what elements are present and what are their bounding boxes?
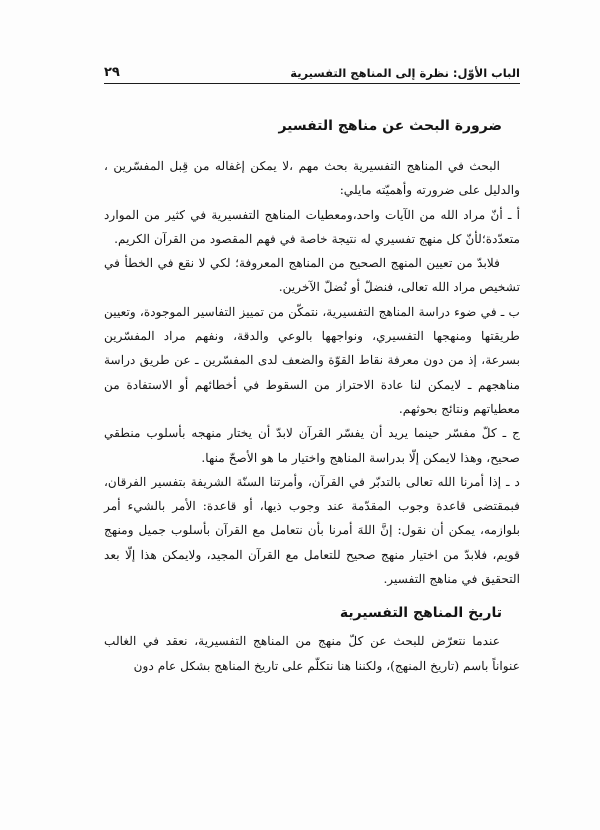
point-c-paragraph: ج ـ كلّ مفسّر حينما يريد أن يفسّر القرآن لابدّ أن يختار منهجه بأسلوب منطقي صحيح، وهذا لايمكن إلّا بدراسة المناهج واختيار ما هو الأصحّ منها. (104, 426, 520, 465)
section-heading-history: تاريخ المناهج التفسيرية (339, 605, 502, 622)
body-text (104, 110, 520, 678)
running-header (104, 58, 520, 84)
point-a-paragraph: أ ـ أنّ مراد الله من الآيات واحد،ومعطيات المناهج التفسيرية في كثير من الموارد متعدّدة؛لأنّ كل منهج تفسيري له نتيجة خاصة في فهم المقصود من القرآن الكريم. (104, 207, 520, 246)
point-b-paragraph: ب ـ في ضوء دراسة المناهج التفسيرية، نتمكّن من تمييز التفاسير الموجودة، وتعيين طريقتها ومنهجها التفسيري، ونواجهها بالوعي والدقة، ونفهم مراد المفسّرين بسرعة، إذ من دون معرفة نقاط القوّة والضعف لدى المفسّرين ـ عن طريق دراسة مناهجهم ـ لايمكن لنا عادة الاحتراز من السقوط في أخطائهم أو الاستفادة من معطياتهم ونتائج بحوثهم. (104, 304, 520, 416)
point-d-paragraph: د ـ إذا أمرنا الله تعالى بالتدبّر في القرآن، وأمرتنا السنّة الشريفة بتفسير الفرقان، فبمقتضى قاعدة وجوب المقدّمة عند وجوب ذيها، أو قاعدة: الأمر بالشيء أمر بلوازمه، يمكن أن نقول: إنَّ اللهَ أمرنا بأن نتعامل مع القرآن بأسلوب جميل ومنهج قويم، فلابدّ من اختيار منهج صحيح للتعامل مع القرآن المجيد، ولايمكن هذا إلّا بعد التحقيق في مناهج التفسير. (104, 474, 520, 587)
running-title: الباب الأوّل: نظرة إلى المناهج التفسيرية (290, 66, 520, 80)
page-number: ٢٩ (104, 65, 120, 80)
section-heading-necessity: ضرورة البحث عن مناهج التفسير (278, 118, 502, 134)
intro-paragraph: البحث في المناهج التفسيرية بحث مهم ،لا يمكن إغفاله من قِبل المفسّرين ، والدليل على ضرورته وأهميّته مايلي: (104, 159, 520, 198)
history-paragraph: عندما نتعرّض للبحث عن كلّ منهج من المناهج التفسيرية، نعقد في الغالب عنواناً باسم (تاريخ المنهج)، ولكننا هنا نتكلّم على تاريخ المناهج بشكل عام دون (104, 634, 520, 673)
point-a-continuation: فلابدّ من تعيين المنهج الصحيح من المناهج المعروفة؛ لكي لا نقع في الخطأ في تشخيص مراد الله تعالى، فنضلّ أو نُضلّ الآخرين. (104, 256, 520, 295)
